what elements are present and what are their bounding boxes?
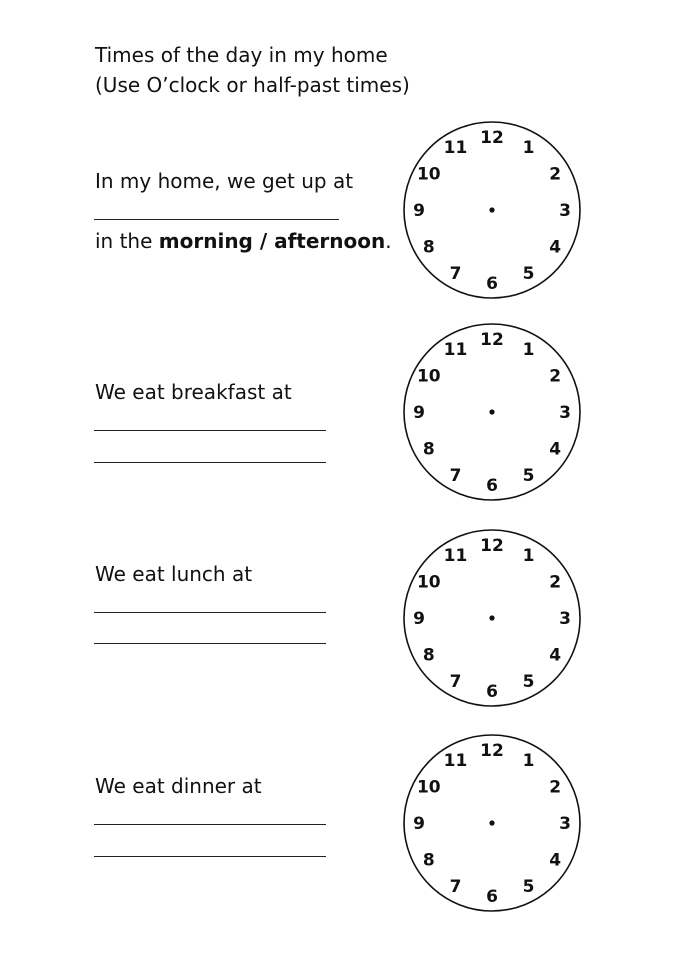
breakfast-answer-blank-1[interactable] — [94, 430, 326, 431]
clock-center-dot — [489, 409, 494, 414]
clock-number-4: 4 — [549, 850, 562, 871]
lunch-answer-blank-2[interactable] — [94, 643, 326, 644]
time-of-day-prefix: in the — [95, 229, 159, 253]
clock-number-6: 6 — [486, 682, 498, 702]
clock-number-7: 7 — [449, 264, 462, 285]
clock-number-12: 12 — [480, 536, 504, 556]
clock-number-2: 2 — [549, 572, 562, 593]
clock-number-9: 9 — [413, 609, 425, 629]
clock-number-5: 5 — [522, 672, 535, 693]
clock-center-dot — [489, 207, 494, 212]
clock-number-5: 5 — [522, 264, 535, 285]
clock-number-4: 4 — [549, 645, 562, 666]
clock-number-8: 8 — [422, 645, 435, 666]
clock-number-11: 11 — [443, 545, 468, 566]
clock-number-3: 3 — [559, 201, 571, 221]
clock-svg — [402, 733, 582, 913]
clock-number-7: 7 — [449, 877, 462, 898]
clock-number-4: 4 — [549, 237, 562, 258]
clock-number-10: 10 — [416, 164, 441, 185]
clock-svg — [402, 120, 582, 300]
clock-number-5: 5 — [522, 466, 535, 487]
clock-number-2: 2 — [549, 164, 562, 185]
clock-number-8: 8 — [422, 237, 435, 258]
clock-number-6: 6 — [486, 274, 498, 294]
breakfast-answer-blank-2[interactable] — [94, 462, 326, 463]
clock-number-3: 3 — [559, 403, 571, 423]
time-of-day-period: . — [385, 229, 392, 253]
clock-center-dot — [489, 820, 494, 825]
breakfast-prompt: We eat breakfast at — [95, 380, 292, 404]
worksheet-instructions: (Use O’clock or half-past times) — [95, 73, 410, 97]
clock-number-10: 10 — [416, 777, 441, 798]
dinner-answer-blank-1[interactable] — [94, 824, 326, 825]
dinner-answer-blank-2[interactable] — [94, 856, 326, 857]
time-of-day-choice — [95, 229, 392, 253]
clock-number-10: 10 — [416, 572, 441, 593]
clock-face-dinner[interactable] — [402, 733, 582, 913]
clock-number-12: 12 — [480, 741, 504, 761]
wake-up-prompt: In my home, we get up at — [95, 169, 354, 193]
clock-number-11: 11 — [443, 339, 468, 360]
clock-number-1: 1 — [522, 339, 535, 360]
wake-up-answer-blank[interactable] — [94, 219, 339, 220]
clock-number-10: 10 — [416, 366, 441, 387]
clock-number-4: 4 — [549, 439, 562, 460]
lunch-prompt: We eat lunch at — [95, 562, 253, 586]
dinner-prompt: We eat dinner at — [95, 774, 262, 798]
clock-number-8: 8 — [422, 439, 435, 460]
clock-svg — [402, 322, 582, 502]
clock-number-11: 11 — [443, 137, 468, 158]
clock-face-breakfast[interactable] — [402, 322, 582, 502]
clock-number-1: 1 — [522, 137, 535, 158]
clock-number-6: 6 — [486, 476, 498, 496]
clock-number-7: 7 — [449, 466, 462, 487]
clock-number-11: 11 — [443, 750, 468, 771]
clock-number-1: 1 — [522, 750, 535, 771]
clock-number-12: 12 — [480, 330, 504, 350]
clock-number-9: 9 — [413, 814, 425, 834]
clock-number-12: 12 — [480, 128, 504, 148]
clock-number-9: 9 — [413, 201, 425, 221]
clock-number-3: 3 — [559, 814, 571, 834]
clock-face-lunch[interactable] — [402, 528, 582, 708]
clock-number-2: 2 — [549, 777, 562, 798]
clock-number-7: 7 — [449, 672, 462, 693]
clock-number-9: 9 — [413, 403, 425, 423]
clock-number-6: 6 — [486, 887, 498, 907]
clock-center-dot — [489, 615, 494, 620]
clock-svg — [402, 528, 582, 708]
clock-number-1: 1 — [522, 545, 535, 566]
worksheet-title: Times of the day in my home — [95, 43, 388, 67]
lunch-answer-blank-1[interactable] — [94, 612, 326, 613]
clock-number-2: 2 — [549, 366, 562, 387]
clock-number-5: 5 — [522, 877, 535, 898]
clock-face-wake-up[interactable] — [402, 120, 582, 300]
clock-number-8: 8 — [422, 850, 435, 871]
clock-number-3: 3 — [559, 609, 571, 629]
morning-afternoon-option[interactable]: morning / afternoon — [158, 229, 386, 253]
